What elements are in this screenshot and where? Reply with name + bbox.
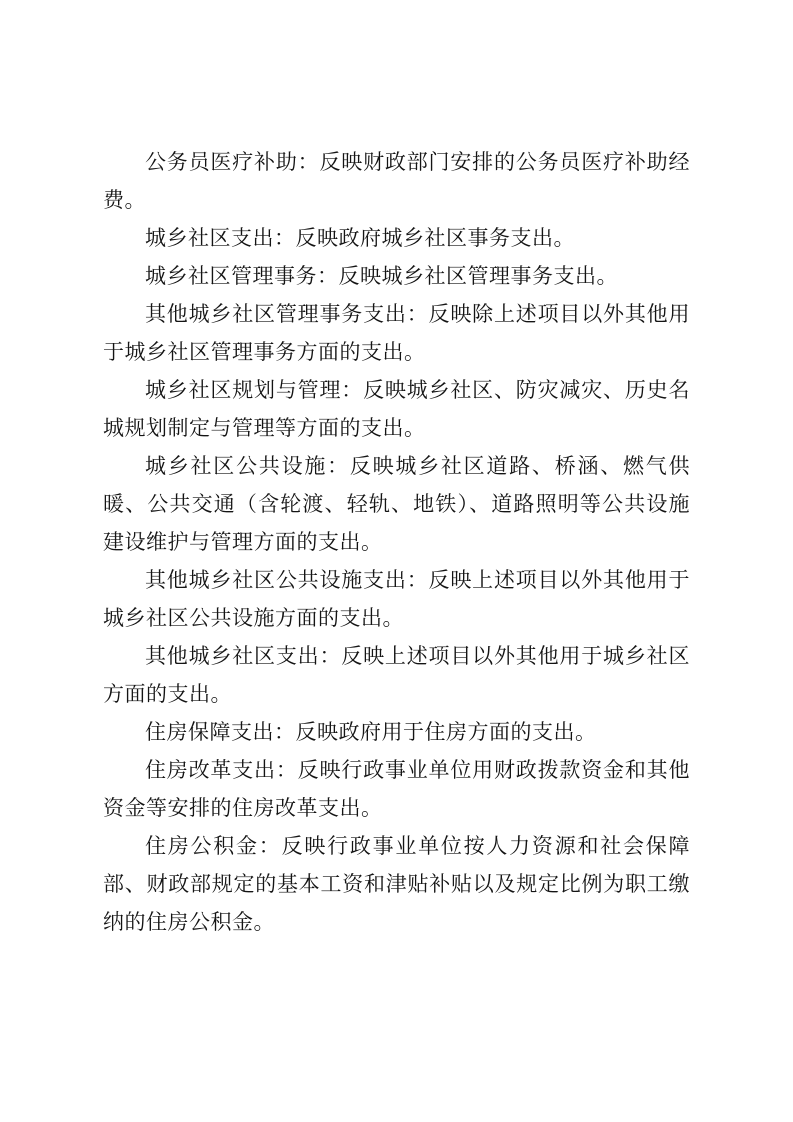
- paragraph-urban-rural-community-expenditure: 城乡社区支出：反映政府城乡社区事务支出。: [145, 226, 575, 250]
- paragraph-other-community-expenditure: 其他城乡社区支出：反映上述项目以外其他用于城乡社区方面的支出。: [103, 644, 690, 706]
- paragraph-community-management-affairs: 城乡社区管理事务：反映城乡社区管理事务支出。: [145, 264, 618, 288]
- paragraph-community-public-facilities: 城乡社区公共设施：反映城乡社区道路、桥涵、燃气供暖、公共交通（含轮渡、轻轨、地铁）、道路照明等公共设施建设维护与管理方面的支出。: [103, 454, 690, 554]
- paragraph-other-community-management-expenditure: 其他城乡社区管理事务支出：反映除上述项目以外其他用于城乡社区管理事务方面的支出。: [103, 302, 690, 364]
- paragraph-other-public-facilities-expenditure: 其他城乡社区公共设施支出：反映上述项目以外其他用于城乡社区公共设施方面的支出。: [103, 568, 690, 630]
- paragraph-housing-provident-fund: 住房公积金：反映行政事业单位按人力资源和社会保障部、财政部规定的基本工资和津贴补贴以及规定比例为职工缴纳的住房公积金。: [103, 834, 690, 934]
- paragraph-housing-security-expenditure: 住房保障支出：反映政府用于住房方面的支出。: [145, 720, 597, 744]
- paragraph-housing-reform-expenditure: 住房改革支出：反映行政事业单位用财政拨款资金和其他资金等安排的住房改革支出。: [103, 758, 690, 820]
- paragraph-community-planning-management: 城乡社区规划与管理：反映城乡社区、防灾减灾、历史名城规划制定与管理等方面的支出。: [103, 378, 690, 440]
- paragraph-civil-servant-medical-subsidy: 公务员医疗补助：反映财政部门安排的公务员医疗补助经费。: [103, 150, 690, 212]
- document-body: [103, 143, 690, 941]
